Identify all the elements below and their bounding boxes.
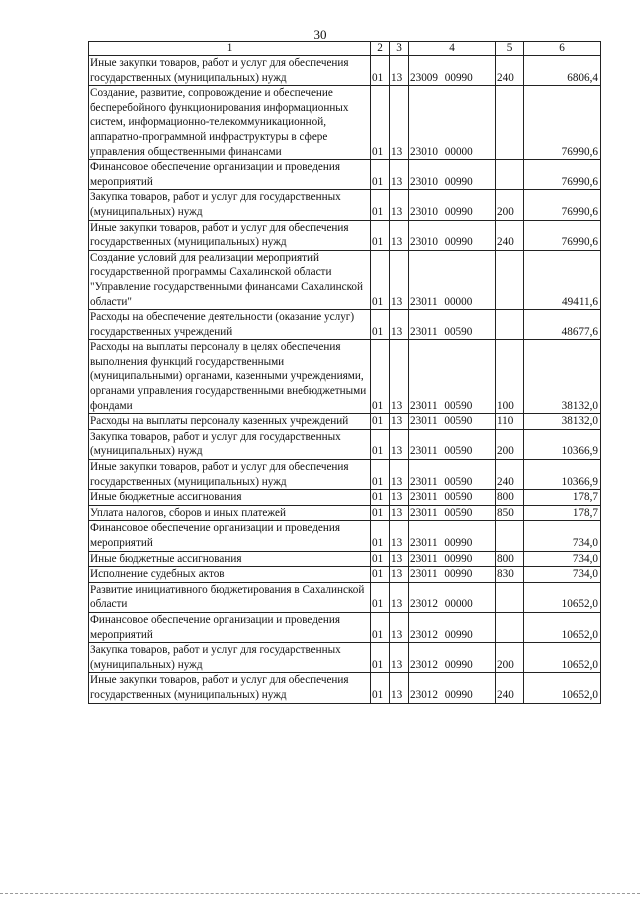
row-expense-type: 800 xyxy=(496,551,524,567)
table-row xyxy=(89,521,601,551)
row-name: Иные закупки товаров, работ и услуг для обеспечения государственных (муниципальных) нужд xyxy=(89,460,371,490)
row-amount: 734,0 xyxy=(524,551,601,567)
row-amount: 10366,9 xyxy=(524,460,601,490)
row-name: Иные закупки товаров, работ и услуг для обеспечения государственных (муниципальных) нужд xyxy=(89,220,371,250)
row-section: 01 xyxy=(371,567,390,583)
row-name: Финансовое обеспечение организации и проведения мероприятий xyxy=(89,160,371,190)
row-subsection: 13 xyxy=(390,160,409,190)
row-expense-type xyxy=(496,86,524,160)
header-cell: 4 xyxy=(409,42,496,56)
row-subsection: 13 xyxy=(390,340,409,414)
row-name: Закупка товаров, работ и услуг для государственных (муниципальных) нужд xyxy=(89,429,371,459)
row-subsection: 13 xyxy=(390,643,409,673)
row-expense-type: 800 xyxy=(496,490,524,506)
row-section: 01 xyxy=(371,190,390,220)
row-subsection: 13 xyxy=(390,310,409,340)
row-amount: 734,0 xyxy=(524,521,601,551)
row-amount: 734,0 xyxy=(524,567,601,583)
row-target-article: 23011 00590 xyxy=(409,340,496,414)
row-amount: 76990,6 xyxy=(524,220,601,250)
row-section: 01 xyxy=(371,460,390,490)
row-name: Финансовое обеспечение организации и проведения мероприятий xyxy=(89,521,371,551)
row-name: Иные бюджетные ассигнования xyxy=(89,551,371,567)
header-cell: 1 xyxy=(89,42,371,56)
row-expense-type: 100 xyxy=(496,340,524,414)
row-name: Расходы на выплаты персоналу казенных учреждений xyxy=(89,414,371,430)
row-section: 01 xyxy=(371,643,390,673)
row-target-article: 23010 00990 xyxy=(409,190,496,220)
table-row xyxy=(89,460,601,490)
row-subsection: 13 xyxy=(390,429,409,459)
row-amount: 38132,0 xyxy=(524,340,601,414)
header-cell: 3 xyxy=(390,42,409,56)
row-subsection: 13 xyxy=(390,190,409,220)
row-name: Иные закупки товаров, работ и услуг для обеспечения государственных (муниципальных) нужд xyxy=(89,56,371,86)
row-subsection: 13 xyxy=(390,673,409,703)
row-amount: 10366,9 xyxy=(524,429,601,459)
row-target-article: 23011 00990 xyxy=(409,567,496,583)
table-row xyxy=(89,673,601,703)
row-amount: 10652,0 xyxy=(524,582,601,612)
table-row xyxy=(89,310,601,340)
row-expense-type xyxy=(496,582,524,612)
row-target-article: 23012 00990 xyxy=(409,673,496,703)
table-row xyxy=(89,582,601,612)
row-amount: 48677,6 xyxy=(524,310,601,340)
row-amount: 76990,6 xyxy=(524,160,601,190)
row-expense-type xyxy=(496,612,524,642)
row-name: Развитие инициативного бюджетирования в Сахалинской области xyxy=(89,582,371,612)
row-subsection: 13 xyxy=(390,414,409,430)
table-row xyxy=(89,86,601,160)
row-target-article: 23009 00990 xyxy=(409,56,496,86)
row-target-article: 23011 00990 xyxy=(409,521,496,551)
row-target-article: 23011 00590 xyxy=(409,429,496,459)
table-row xyxy=(89,340,601,414)
table-row xyxy=(89,190,601,220)
row-name: Создание условий для реализации мероприятий государственной программы Сахалинской области "Управление государственными финансами Сахалинской области" xyxy=(89,250,371,309)
row-target-article: 23011 00590 xyxy=(409,310,496,340)
row-section: 01 xyxy=(371,56,390,86)
row-expense-type: 110 xyxy=(496,414,524,430)
row-section: 01 xyxy=(371,160,390,190)
row-name: Закупка товаров, работ и услуг для государственных (муниципальных) нужд xyxy=(89,643,371,673)
row-expense-type: 830 xyxy=(496,567,524,583)
row-target-article: 23010 00990 xyxy=(409,220,496,250)
table-row xyxy=(89,250,601,309)
row-section: 01 xyxy=(371,340,390,414)
row-name: Иные закупки товаров, работ и услуг для обеспечения государственных (муниципальных) нужд xyxy=(89,673,371,703)
row-subsection: 13 xyxy=(390,582,409,612)
row-name: Исполнение судебных актов xyxy=(89,567,371,583)
scan-edge xyxy=(0,893,640,894)
row-target-article: 23010 00000 xyxy=(409,86,496,160)
table-row xyxy=(89,612,601,642)
row-name: Уплата налогов, сборов и иных платежей xyxy=(89,505,371,521)
row-target-article: 23012 00990 xyxy=(409,612,496,642)
row-subsection: 13 xyxy=(390,505,409,521)
table-row xyxy=(89,505,601,521)
row-amount: 178,7 xyxy=(524,505,601,521)
row-expense-type xyxy=(496,521,524,551)
row-section: 01 xyxy=(371,582,390,612)
row-target-article: 23012 00000 xyxy=(409,582,496,612)
row-expense-type xyxy=(496,160,524,190)
row-subsection: 13 xyxy=(390,567,409,583)
table-row xyxy=(89,551,601,567)
row-subsection: 13 xyxy=(390,56,409,86)
row-target-article: 23010 00990 xyxy=(409,160,496,190)
row-amount: 49411,6 xyxy=(524,250,601,309)
row-section: 01 xyxy=(371,505,390,521)
row-name: Закупка товаров, работ и услуг для государственных (муниципальных) нужд xyxy=(89,190,371,220)
row-target-article: 23012 00990 xyxy=(409,643,496,673)
row-subsection: 13 xyxy=(390,460,409,490)
row-subsection: 13 xyxy=(390,521,409,551)
row-subsection: 13 xyxy=(390,86,409,160)
row-amount: 10652,0 xyxy=(524,673,601,703)
row-target-article: 23011 00990 xyxy=(409,551,496,567)
row-expense-type xyxy=(496,250,524,309)
row-subsection: 13 xyxy=(390,220,409,250)
row-section: 01 xyxy=(371,310,390,340)
row-subsection: 13 xyxy=(390,612,409,642)
row-subsection: 13 xyxy=(390,250,409,309)
row-expense-type xyxy=(496,310,524,340)
table-row xyxy=(89,160,601,190)
row-subsection: 13 xyxy=(390,551,409,567)
row-amount: 10652,0 xyxy=(524,643,601,673)
row-section: 01 xyxy=(371,250,390,309)
row-expense-type: 240 xyxy=(496,460,524,490)
row-amount: 76990,6 xyxy=(524,86,601,160)
table-row xyxy=(89,490,601,506)
row-section: 01 xyxy=(371,414,390,430)
table-row xyxy=(89,414,601,430)
row-expense-type: 200 xyxy=(496,429,524,459)
row-name: Расходы на выплаты персоналу в целях обеспечения выполнения функций государственными (муниципальными) органами, казенными учреждениями, органами управления государственными внебюджетными фондами xyxy=(89,340,371,414)
header-cell: 2 xyxy=(371,42,390,56)
row-section: 01 xyxy=(371,429,390,459)
page-number: 30 xyxy=(313,27,327,42)
row-amount: 76990,6 xyxy=(524,190,601,220)
row-expense-type: 240 xyxy=(496,220,524,250)
table-row xyxy=(89,567,601,583)
row-section: 01 xyxy=(371,521,390,551)
table-header-row xyxy=(89,42,601,56)
row-amount: 6806,4 xyxy=(524,56,601,86)
table-row xyxy=(89,429,601,459)
header-cell: 5 xyxy=(496,42,524,56)
header-cell: 6 xyxy=(524,42,601,56)
row-name: Иные бюджетные ассигнования xyxy=(89,490,371,506)
row-amount: 10652,0 xyxy=(524,612,601,642)
row-expense-type: 850 xyxy=(496,505,524,521)
row-section: 01 xyxy=(371,612,390,642)
row-expense-type: 200 xyxy=(496,190,524,220)
row-name: Создание, развитие, сопровождение и обеспечение бесперебойного функционирования информационных систем, информационно-телекоммуникационной, аппаратно-программной инфраструктуры в сфере управления общественными финансами xyxy=(89,86,371,160)
row-section: 01 xyxy=(371,220,390,250)
row-target-article: 23011 00590 xyxy=(409,414,496,430)
row-section: 01 xyxy=(371,551,390,567)
row-section: 01 xyxy=(371,86,390,160)
row-name: Финансовое обеспечение организации и проведения мероприятий xyxy=(89,612,371,642)
row-expense-type: 240 xyxy=(496,673,524,703)
table-row xyxy=(89,220,601,250)
row-expense-type: 240 xyxy=(496,56,524,86)
row-expense-type: 200 xyxy=(496,643,524,673)
table-row xyxy=(89,56,601,86)
row-target-article: 23011 00590 xyxy=(409,460,496,490)
row-subsection: 13 xyxy=(390,490,409,506)
row-section: 01 xyxy=(371,490,390,506)
budget-table xyxy=(88,41,601,704)
row-target-article: 23011 00000 xyxy=(409,250,496,309)
row-section: 01 xyxy=(371,673,390,703)
row-target-article: 23011 00590 xyxy=(409,505,496,521)
row-target-article: 23011 00590 xyxy=(409,490,496,506)
row-name: Расходы на обеспечение деятельности (оказание услуг) государственных учреждений xyxy=(89,310,371,340)
row-amount: 178,7 xyxy=(524,490,601,506)
table-row xyxy=(89,643,601,673)
row-amount: 38132,0 xyxy=(524,414,601,430)
